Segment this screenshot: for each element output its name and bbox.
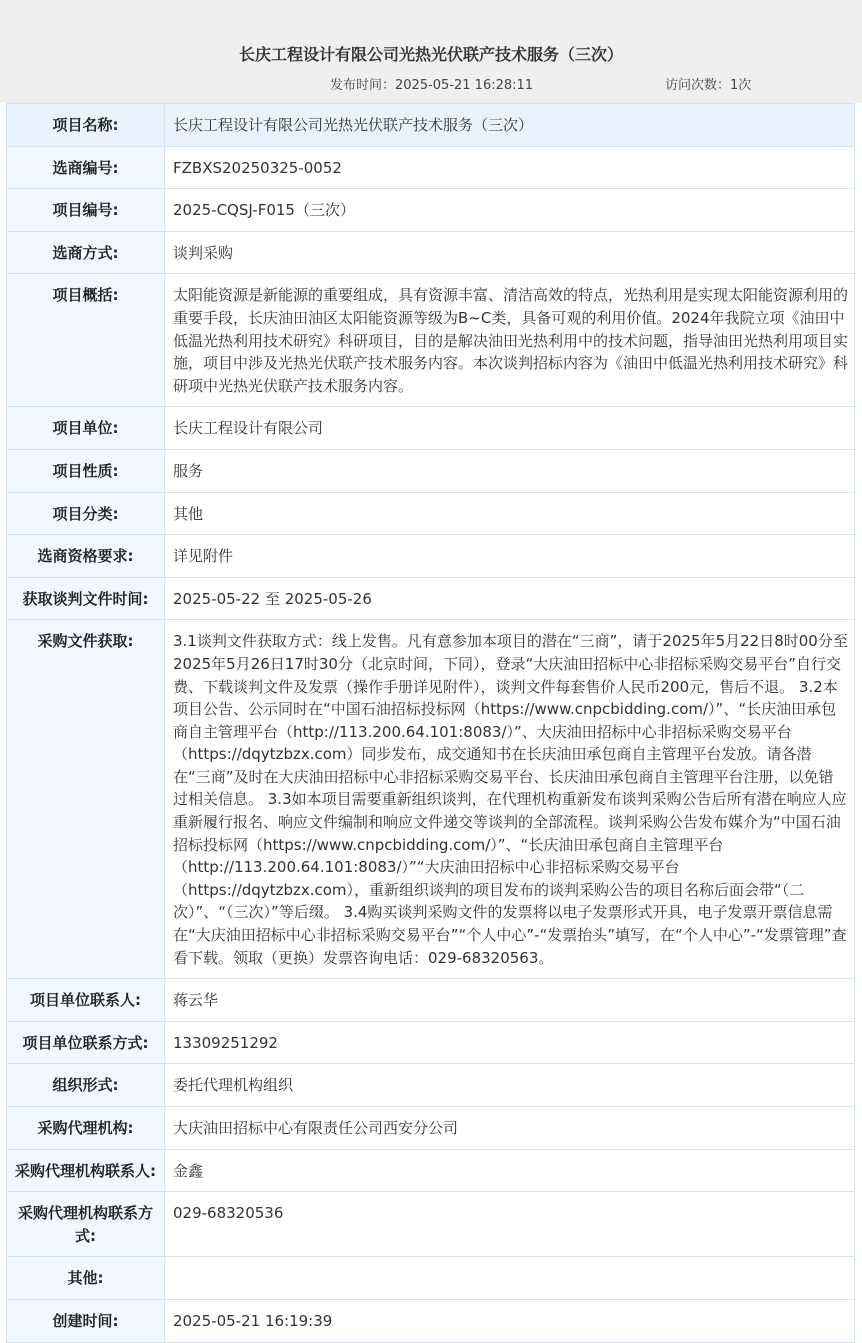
field-value: 太阳能资源是新能源的重要组成，具有资源丰富、清洁高效的特点，光热利用是实现太阳能资源利用的重要手段，长庆油田油区太阳能资源等级为B~C类，具备可观的利用价值。2024年我院立项《油田中低温光热利用技术研究》科研项目，目的是解决油田光热利用中的技术问题，指导油田光热利用项目实施，项目中涉及光热光伏联产技术服务内容。本次谈判招标内容为《油田中低温光热利用技术研究》科研项中光热光伏联产技术服务内容。 (165, 274, 855, 407)
row-project-name (7, 104, 855, 147)
row-selection-number (7, 146, 855, 189)
field-label: 组织形式: (7, 1064, 165, 1107)
row-selection-method (7, 231, 855, 274)
row-agency-contact (7, 1149, 855, 1192)
page-title: 长庆工程设计有限公司光热光伏联产技术服务（三次） (238, 45, 623, 64)
field-label: 项目单位: (7, 407, 165, 450)
project-info-table (6, 103, 855, 1343)
field-label: 项目单位联系方式: (7, 1021, 165, 1064)
field-value: 2025-CQSJ-F015（三次） (165, 189, 855, 232)
field-value: 13309251292 (165, 1021, 855, 1064)
field-label: 项目性质: (7, 449, 165, 492)
row-project-unit (7, 407, 855, 450)
field-label: 采购代理机构联系人: (7, 1149, 165, 1192)
row-project-number (7, 189, 855, 232)
field-value: 029-68320536 (165, 1192, 855, 1257)
field-label: 项目名称: (7, 104, 165, 147)
field-value: 详见附件 (165, 535, 855, 578)
field-label: 项目概括: (7, 274, 165, 407)
row-unit-contact-phone (7, 1021, 855, 1064)
field-value (165, 1257, 855, 1300)
field-label: 选商编号: (7, 146, 165, 189)
field-label: 项目分类: (7, 492, 165, 535)
row-qualification-requirements (7, 535, 855, 578)
field-label: 选商方式: (7, 231, 165, 274)
row-document-period (7, 577, 855, 620)
field-label: 选商资格要求: (7, 535, 165, 578)
row-agency (7, 1107, 855, 1150)
field-value: 大庆油田招标中心有限责任公司西安分公司 (165, 1107, 855, 1150)
visit-count: 访问次数：1次 (665, 78, 752, 93)
field-value: 2025-05-22 至 2025-05-26 (165, 577, 855, 620)
row-created-time (7, 1299, 855, 1342)
row-organization-form (7, 1064, 855, 1107)
page-header (0, 0, 862, 103)
field-value: 服务 (165, 449, 855, 492)
row-agency-contact-phone (7, 1192, 855, 1257)
publish-time: 发布时间：2025-05-21 16:28:11 (330, 78, 534, 93)
row-document-acquisition (7, 620, 855, 979)
field-label: 创建时间: (7, 1299, 165, 1342)
field-label: 采购代理机构联系方式: (7, 1192, 165, 1257)
field-label: 其他: (7, 1257, 165, 1300)
field-value: 金鑫 (165, 1149, 855, 1192)
field-label: 获取谈判文件时间: (7, 577, 165, 620)
row-unit-contact (7, 979, 855, 1022)
row-other (7, 1257, 855, 1300)
field-value: 2025-05-21 16:19:39 (165, 1299, 855, 1342)
field-value: FZBXS20250325-0052 (165, 146, 855, 189)
field-value: 3.1谈判文件获取方式：线上发售。凡有意参加本项目的潜在“三商”，请于2025年5月22日8时00分至2025年5月26日17时30分（北京时间，下同），登录“大庆油田招标中心非招标采购交易平台”自行交费、下载谈判文件及发票（操作手册详见附件），谈判文件每套售价人民币200元，售后不退。 3.2本项目公告、公示同时在“中国石油招标投标网（https://www.cnpcbidding.com/）”、“长庆油田承包商自主管理平台（http://113.200.64.101:8083/）”、大庆油田招标中心非招标采购交易平台（https://dqytzbzx.com）同步发布，成交通知书在长庆油田承包商自主管理平台发放。请各潜在“三商”及时在大庆油田招标中心非招标采购交易平台、长庆油田承包商自主管理平台注册，以免错过相关信息。 3.3如本项目需要重新组织谈判，在代理机构重新发布谈判采购公告后所有潜在响应人应重新履行报名、响应文件编制和响应文件递交等谈判的全部流程。谈判采购公告发布媒介为“中国石油招标投标网（https://www.cnpcbidding.com/）”、“长庆油田承包商自主管理平台（http://113.200.64.101:8083/）”“大庆油田招标中心非招标采购交易平台（https://dqytzbzx.com），重新组织谈判的项目发布的谈判采购公告的项目名称后面会带“（二次）”、“（三次）”等后缀。 3.4购买谈判采购文件的发票将以电子发票形式开具，电子发票开票信息需在“大庆油田招标中心非招标采购交易平台”“个人中心”-“发票抬头”填写，在“个人中心”-“发票管理”查看下载。领取（更换）发票咨询电话：029-68320563。 (165, 620, 855, 979)
row-project-summary (7, 274, 855, 407)
field-label: 采购代理机构: (7, 1107, 165, 1150)
field-value: 长庆工程设计有限公司光热光伏联产技术服务（三次） (165, 104, 855, 147)
field-value: 其他 (165, 492, 855, 535)
field-value: 委托代理机构组织 (165, 1064, 855, 1107)
row-project-nature (7, 449, 855, 492)
field-label: 项目编号: (7, 189, 165, 232)
field-value: 谈判采购 (165, 231, 855, 274)
field-label: 采购文件获取: (7, 620, 165, 979)
field-value: 长庆工程设计有限公司 (165, 407, 855, 450)
row-project-category (7, 492, 855, 535)
field-label: 项目单位联系人: (7, 979, 165, 1022)
field-value: 蒋云华 (165, 979, 855, 1022)
